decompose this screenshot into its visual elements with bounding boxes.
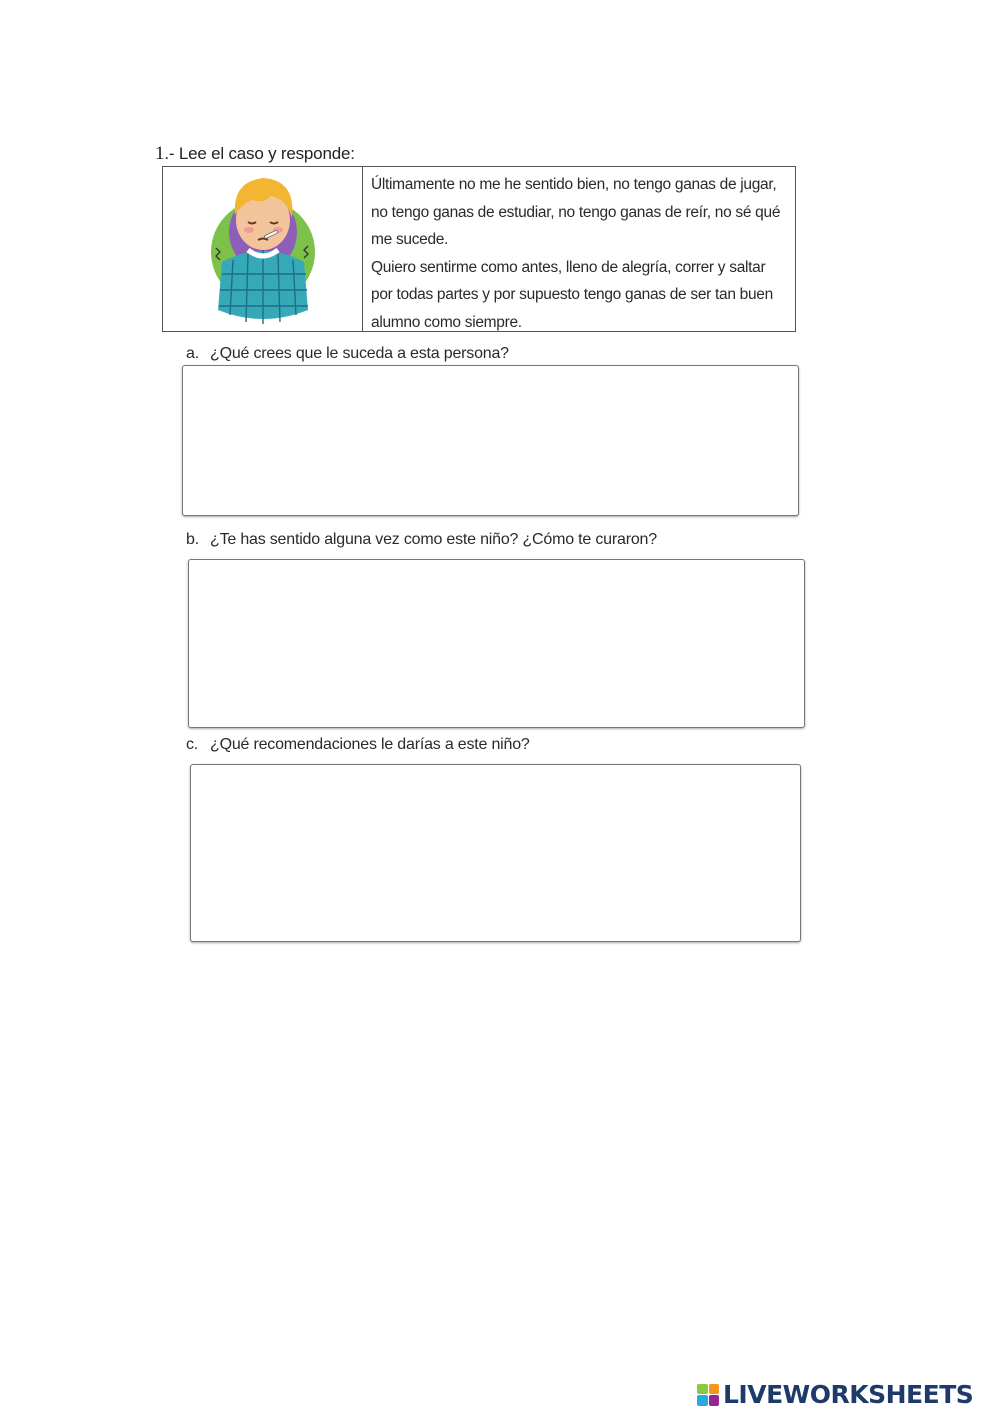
question-c-text: ¿Qué recomendaciones le darías a este niño? — [210, 736, 530, 753]
brand-name: LIVEWORKSHEETS — [723, 1380, 974, 1409]
answer-b-input[interactable] — [188, 559, 805, 728]
question-b-text: ¿Te has sentido alguna vez como este niño? ¿Cómo te curaron? — [210, 531, 657, 548]
question-a-label — [186, 345, 509, 363]
liveworksheets-logo — [697, 1380, 973, 1409]
question-c-letter: c. — [186, 736, 199, 753]
brand-mark-tile-orange — [709, 1384, 720, 1395]
question-a-text: ¿Qué crees que le suceda a esta persona? — [210, 345, 509, 362]
answer-c-input[interactable] — [190, 764, 801, 942]
case-text-cell — [363, 167, 795, 331]
question-b-label — [186, 531, 657, 549]
question-b-letter: b. — [186, 531, 199, 548]
question-a-letter: a. — [186, 345, 199, 362]
case-paragraph-2: Quiero sentirme como antes, lleno de alegría, correr y saltar por todas partes y por supuesto tengo ganas de ser tan buen alumno como siempre. — [371, 258, 773, 331]
case-paragraph-1: Últimamente no me he sentido bien, no tengo ganas de jugar, no tengo ganas de estudiar, no tengo ganas de reír, no sé qué me sucede. — [371, 176, 781, 248]
sick-child-illustration — [208, 170, 318, 328]
question-instruction: .- Lee el caso y responde: — [164, 144, 355, 163]
question-c-label — [186, 736, 530, 754]
brand-mark-tile-blue — [697, 1395, 708, 1406]
question-number: 1 — [155, 143, 165, 164]
question-heading — [155, 143, 355, 165]
answer-a-input[interactable] — [182, 365, 799, 516]
brand-mark-tile-purple — [709, 1395, 720, 1406]
brand-mark-icon — [697, 1384, 719, 1406]
case-table — [162, 166, 796, 332]
case-image-cell — [163, 167, 363, 331]
brand-mark-tile-green — [697, 1384, 708, 1395]
